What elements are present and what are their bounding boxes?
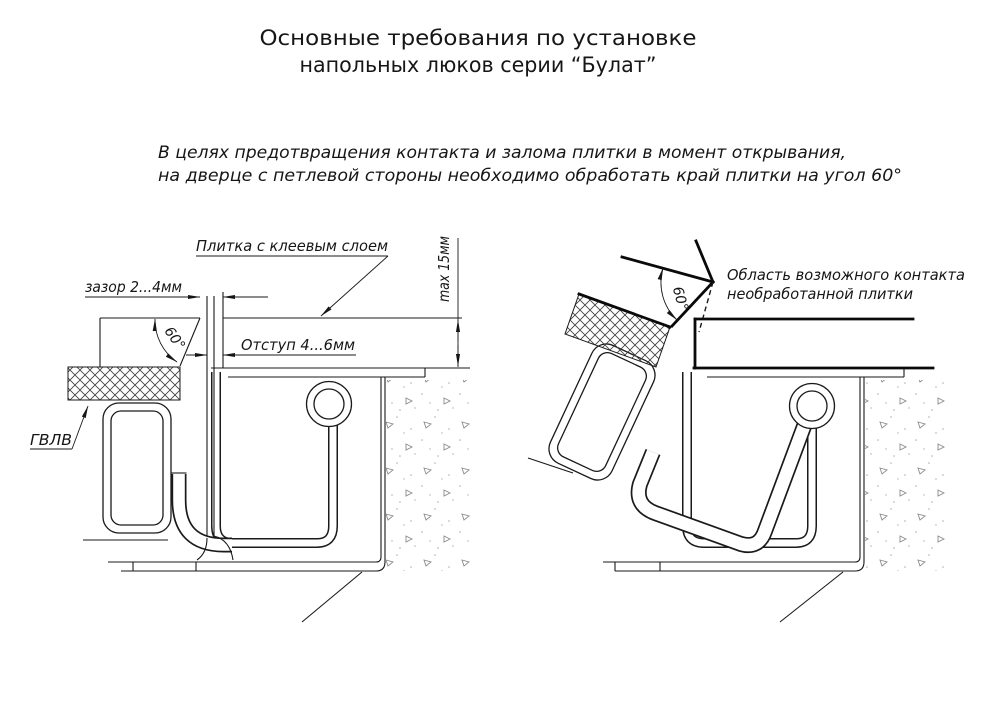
concrete-zone <box>386 380 472 571</box>
intro-line2: на дверце с петлевой стороны необходимо обработать край плитки на угол 60° <box>158 166 902 186</box>
door-tube-inner <box>111 411 163 525</box>
dim-gap <box>85 278 268 297</box>
contact-label-line1: Область возможного контакта <box>727 266 965 284</box>
open-hatch-section-view <box>528 241 965 622</box>
frame-leader-line <box>302 572 362 622</box>
contact-area-callout <box>727 266 965 303</box>
gvlv-board-hatch <box>68 367 180 400</box>
hinge-pin-right <box>790 384 835 429</box>
dim-max-thickness <box>435 220 458 367</box>
unprocessed-edge-up <box>696 241 713 282</box>
gap-label: зазор 2...4мм <box>85 278 183 296</box>
gvlv-callout <box>30 406 88 449</box>
closed-hatch-section-view <box>30 220 472 622</box>
door-arm-open <box>639 421 806 545</box>
angle-60-left-label: 60° <box>160 323 188 354</box>
frame-profile-right <box>603 368 904 622</box>
dim-offset <box>186 336 356 355</box>
intro-note <box>158 143 902 186</box>
max-thickness-label: max 15мм <box>435 220 453 302</box>
page-title-line1: Основные требования по установке <box>259 26 697 51</box>
tile-label: Плитка с клеевым слоем <box>196 237 389 255</box>
concrete-zone-right <box>865 380 945 571</box>
hinge-pin <box>307 382 352 427</box>
contact-label-line2: необработанной плитки <box>727 285 913 303</box>
tile-surface-extended <box>622 257 713 282</box>
title-block <box>260 26 697 78</box>
intro-line1: В целях предотвращения контакта и залома плитки в момент открывания, <box>158 143 846 163</box>
tile-lines <box>100 292 462 368</box>
angle-60-left <box>155 319 188 362</box>
page-title-line2: напольных люков серии “Булат” <box>299 53 657 78</box>
offset-label: Отступ 4...6мм <box>241 336 356 354</box>
gvlv-label: ГВЛВ <box>30 431 72 449</box>
angle-60-right-label: 60° <box>668 284 691 314</box>
frame-leader-line-right <box>780 572 843 622</box>
tile-callout <box>196 237 388 316</box>
door-leaf <box>83 296 233 560</box>
